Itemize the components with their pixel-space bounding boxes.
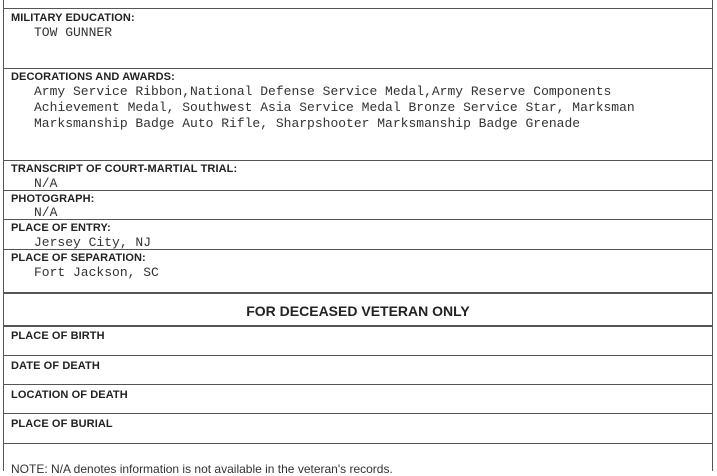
military-education-value: TOW GUNNER: [34, 25, 113, 40]
decorations-line: Marksmanship Badge Auto Rifle, Sharpshooter Marksmanship Badge Grenade: [34, 116, 581, 131]
divider-date-of-death: [4, 355, 712, 356]
divider-photograph: [4, 190, 712, 191]
deceased-section-title: FOR DECEASED VETERAN ONLY: [246, 303, 470, 319]
date-of-death-label: DATE OF DEATH: [11, 360, 100, 372]
place-of-entry-label: PLACE OF ENTRY:: [11, 222, 111, 234]
decorations-label: DECORATIONS AND AWARDS:: [11, 71, 175, 83]
divider-place-of-birth: [4, 325, 712, 327]
veteran-record-form: [3, 0, 713, 476]
military-education-label: MILITARY EDUCATION:: [11, 12, 135, 24]
decorations-line: Achievement Medal, Southwest Asia Service Medal Bronze Service Star, Marksman: [34, 100, 635, 115]
photograph-label: PHOTOGRAPH:: [11, 193, 95, 205]
place-of-separation-value: Fort Jackson, SC: [34, 265, 159, 280]
location-of-death-label: LOCATION OF DEATH: [11, 389, 128, 401]
divider-place-of-separation: [4, 249, 712, 250]
photograph-value: N/A: [34, 205, 58, 220]
divider-deceased: [4, 292, 712, 294]
top-divider: [4, 8, 712, 9]
divider-place-of-burial: [4, 413, 712, 414]
divider-location-of-death: [4, 384, 712, 385]
place-of-birth-label: PLACE OF BIRTH: [11, 330, 105, 342]
divider-place-of-entry: [4, 219, 712, 220]
court-martial-value: N/A: [34, 176, 58, 191]
divider-court-martial: [4, 160, 712, 161]
decorations-line: Army Service Ribbon,National Defense Service Medal,Army Reserve Components: [34, 84, 612, 99]
records-note: NOTE: N/A denotes information is not available in the veteran's records.: [11, 462, 393, 476]
place-of-burial-label: PLACE OF BURIAL: [11, 418, 113, 430]
place-of-entry-value: Jersey City, NJ: [34, 235, 152, 250]
divider-decorations: [4, 68, 712, 69]
place-of-separation-label: PLACE OF SEPARATION:: [11, 252, 146, 264]
divider-note: [4, 443, 712, 444]
court-martial-label: TRANSCRIPT OF COURT-MARTIAL TRIAL:: [11, 163, 238, 175]
